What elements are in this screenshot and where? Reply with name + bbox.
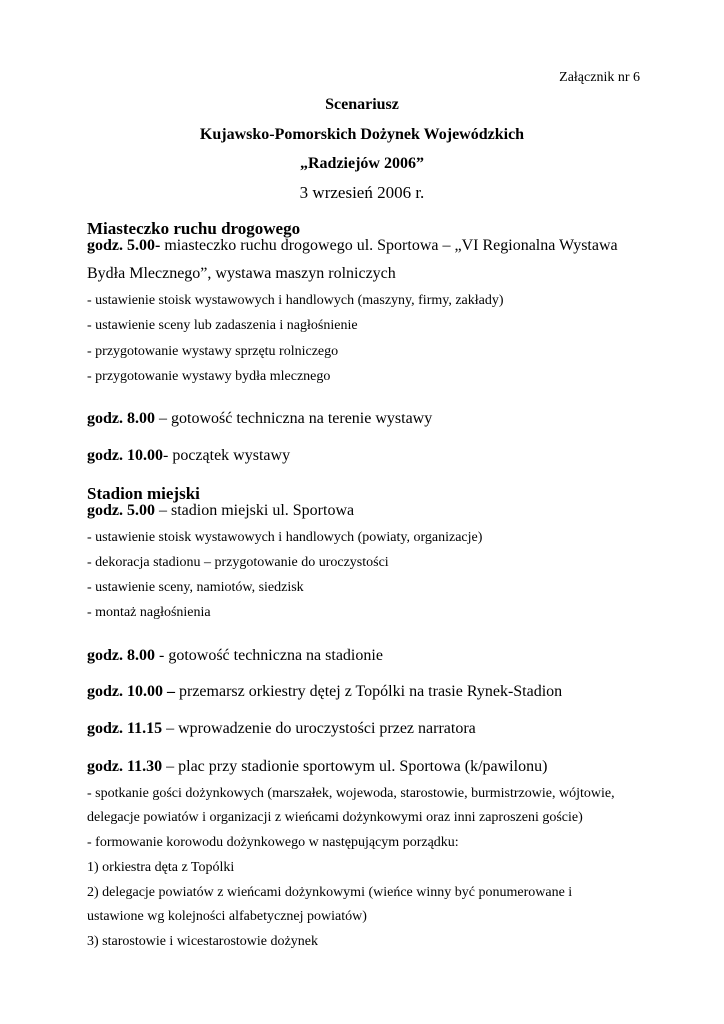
schedule-entry — [87, 502, 354, 520]
entry-text: – stadion miejski ul. Sportowa — [155, 502, 355, 519]
entry-time: godz. 8.00 — [87, 410, 155, 427]
entry-text: - początek wystawy — [163, 447, 291, 464]
detail-line: - spotkanie gości dożynkowych (marszałek, wojewoda, starostowie, burmistrzowie, wójtowie, — [87, 786, 615, 801]
section-heading-stadium: Stadion miejski — [87, 484, 200, 503]
entry-time: godz. 8.00 — [87, 647, 155, 664]
schedule-entry — [87, 720, 476, 738]
attachment-label: Załącznik nr 6 — [559, 70, 640, 85]
entry-continuation: Bydła Mlecznego”, wystawa maszyn rolniczych — [87, 265, 396, 282]
document-title: Scenariusz — [325, 96, 399, 113]
entry-time: godz. 11.30 — [87, 758, 163, 775]
entry-text: – gotowość techniczna na terenie wystawy — [155, 410, 433, 427]
entry-time: godz. 5.00 — [87, 502, 155, 519]
list-item: - ustawienie sceny, namiotów, siedzisk — [87, 580, 304, 595]
entry-text: - gotowość techniczna na stadionie — [155, 647, 383, 664]
schedule-entry — [87, 647, 383, 665]
detail-line: ustawione wg kolejności alfabetycznej powiatów) — [87, 909, 367, 924]
detail-line: 1) orkiestra dęta z Topólki — [87, 860, 235, 875]
list-item: - ustawienie sceny lub zadaszenia i nagłośnienie — [87, 318, 358, 333]
section-heading-traffic-town: Miasteczko ruchu drogowego — [87, 219, 301, 238]
entry-time: godz. 11.15 — [87, 720, 163, 737]
schedule-entry — [87, 758, 547, 776]
detail-line: 3) starostowie i wicestarostowie dożynek — [87, 934, 318, 949]
list-item: - dekoracja stadionu – przygotowanie do uroczystości — [87, 555, 389, 570]
list-item: - przygotowanie wystawy sprzętu rolniczego — [87, 344, 339, 359]
entry-text: – plac przy stadionie sportowym ul. Sportowa (k/pawilonu) — [162, 758, 548, 775]
list-item: - montaż nagłośnienia — [87, 605, 211, 620]
event-name: „Radziejów 2006” — [300, 155, 424, 172]
list-item: - ustawienie stoisk wystawowych i handlowych (maszyny, firmy, zakłady) — [87, 293, 504, 308]
detail-line: - formowanie korowodu dożynkowego w następującym porządku: — [87, 835, 459, 850]
schedule-entry — [87, 410, 432, 428]
entry-text: miasteczko ruchu drogowego ul. Sportowa – „VI Regionalna Wystawa — [160, 237, 618, 254]
detail-line: delegacje powiatów i organizacji z wieńcami dożynkowymi oraz inni zaproszeni goście) — [87, 810, 583, 825]
schedule-entry — [87, 683, 562, 701]
list-item: - przygotowanie wystawy bydła mlecznego — [87, 369, 331, 384]
entry-text: – wprowadzenie do uroczystości przez narratora — [162, 720, 476, 737]
entry-time: godz. 10.00 — [87, 447, 163, 464]
entry-text: przemarsz orkiestry dętej z Topólki na trasie Rynek-Stadion — [175, 683, 563, 700]
entry-time: godz. 5.00- — [87, 237, 161, 254]
schedule-entry — [87, 237, 618, 255]
document-subtitle: Kujawsko-Pomorskich Dożynek Wojewódzkich — [199, 126, 525, 143]
entry-time: godz. 10.00 – — [87, 683, 175, 700]
list-item: - ustawienie stoisk wystawowych i handlowych (powiaty, organizacje) — [87, 530, 483, 545]
event-date: 3 wrzesień 2006 r. — [299, 183, 425, 202]
schedule-entry — [87, 447, 290, 465]
detail-line: 2) delegacje powiatów z wieńcami dożynkowymi (wieńce winny być ponumerowane i — [87, 885, 573, 900]
